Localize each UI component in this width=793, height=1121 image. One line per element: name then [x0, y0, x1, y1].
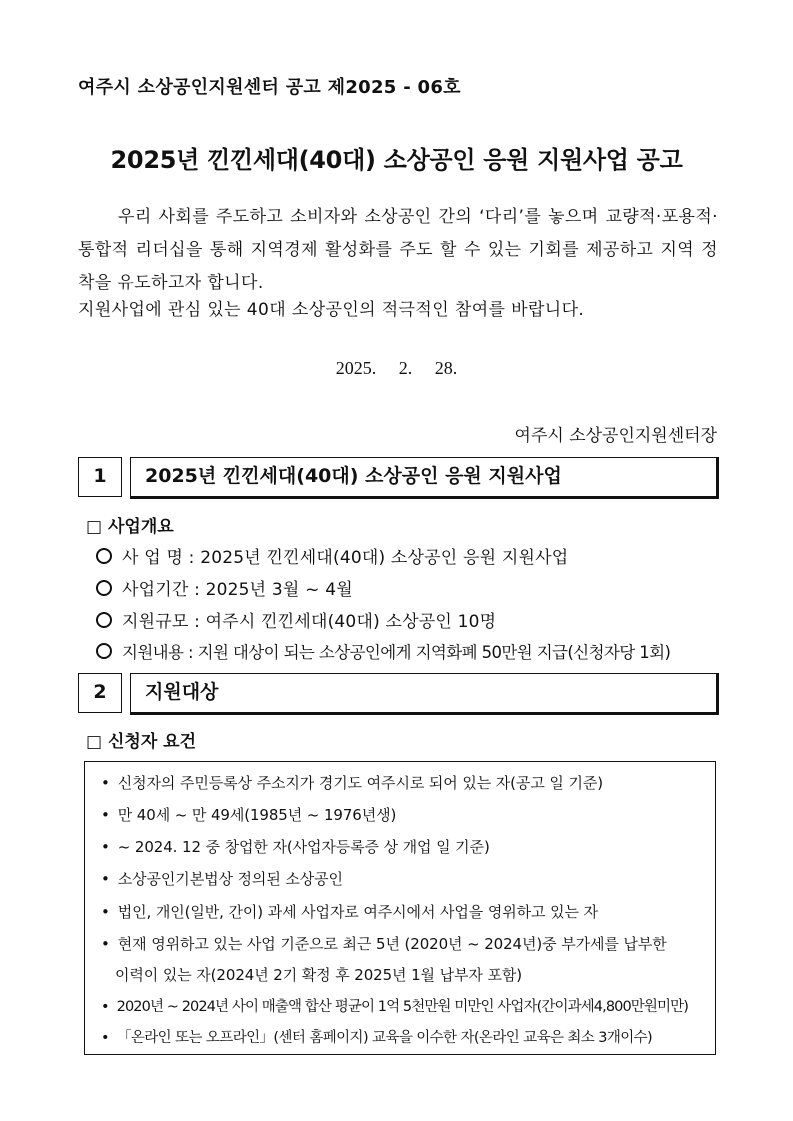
circle-bullet-icon	[96, 548, 112, 564]
intro-paragraph-2: 지원사업에 관심 있는 40대 소상공인의 적극적인 참여를 바랍니다.	[78, 300, 585, 320]
page-title: 2025년 낀낀세대(40대) 소상공인 응원 지원사업 공고	[110, 146, 683, 174]
requirement-item	[101, 1026, 652, 1047]
section-1-subheading: □ 사업개요	[86, 517, 174, 537]
overview-item	[96, 575, 353, 600]
section-2-heading: 지원대상	[130, 673, 719, 715]
requirement-item	[101, 933, 667, 954]
section-1-number: 1	[78, 457, 122, 497]
overview-item	[96, 639, 670, 663]
overview-item-text: 사업기간 : 2025년 3월 ~ 4월	[122, 580, 353, 600]
requirement-item	[101, 772, 603, 793]
requirement-text: 「온라인 또는 오프라인」(센터 홈페이지) 교육을 이수한 자(온라인 교육은 최소 3개이수)	[116, 1030, 653, 1046]
requirements-box	[84, 761, 716, 1055]
section-1-heading: 2025년 낀낀세대(40대) 소상공인 응원 지원사업	[130, 457, 719, 499]
overview-item	[96, 607, 496, 632]
requirement-item	[101, 901, 598, 922]
bullet-icon: •	[101, 903, 110, 921]
overview-item-text: 사 업 명 : 2025년 낀낀세대(40대) 소상공인 응원 지원사업	[122, 548, 569, 568]
circle-bullet-icon	[96, 580, 112, 596]
requirement-text: 신청자의 주민등록상 주소지가 경기도 여주시로 되어 있는 자(공고 일 기준)	[117, 774, 603, 792]
overview-item	[96, 543, 568, 568]
bullet-icon: •	[101, 806, 110, 824]
intro-paragraph: 우리 사회를 주도하고 소비자와 소상공인 간의 ‘다리’를 놓으며 교량적·포용적·통합적 리더십을 통해 지역경제 활성화를 주도 할 수 있는 기회를 제공하고 지역 정착을 유도하고자 합니다.	[78, 207, 718, 293]
requirement-item	[101, 995, 688, 1016]
issuer: 여주시 소상공인지원센터장	[514, 426, 717, 446]
notice-number: 여주시 소상공인지원센터 공고 제2025 - 06호	[78, 77, 461, 98]
requirement-text: 현재 영위하고 있는 사업 기준으로 최근 5년 (2020년 ~ 2024년)중 부가세를 납부한	[117, 935, 667, 953]
overview-item-text: 지원규모 : 여주시 낀낀세대(40대) 소상공인 10명	[122, 612, 497, 632]
requirement-item	[101, 868, 343, 889]
bullet-icon: •	[101, 838, 110, 856]
section-2-number: 2	[78, 673, 122, 713]
bullet-icon: •	[101, 999, 109, 1015]
bullet-icon: •	[101, 870, 110, 888]
requirement-text: 2020년 ~ 2024년 사이 매출액 합산 평균이 1억 5천만원 미만인 사업자(간이과세4,800만원미만)	[116, 999, 688, 1015]
bullet-icon: •	[101, 1030, 109, 1046]
circle-bullet-icon	[96, 612, 112, 628]
bullet-icon: •	[101, 774, 110, 792]
requirement-continuation: 이력이 있는 자(2024년 2기 확정 후 2025년 1월 납부자 포함)	[115, 966, 522, 984]
requirement-text: ~ 2024. 12 중 창업한 자(사업자등록증 상 개업 일 기준)	[117, 838, 490, 856]
bullet-icon: •	[101, 935, 110, 953]
section-2-subheading: □ 신청자 요건	[86, 732, 197, 752]
requirement-text: 소상공인기본법상 정의된 소상공인	[117, 870, 343, 888]
notice-date: 2025. 2. 28.	[335, 358, 458, 378]
overview-item-text: 지원내용 : 지원 대상이 되는 소상공인에게 지역화폐 50만원 지급(신청자당 1회)	[122, 643, 671, 662]
circle-bullet-icon	[96, 643, 112, 659]
requirement-text: 만 40세 ~ 만 49세(1985년 ~ 1976년생)	[117, 806, 397, 824]
requirement-item	[101, 836, 490, 857]
requirement-text: 법인, 개인(일반, 간이) 과세 사업자로 여주시에서 사업을 영위하고 있는 자	[117, 903, 598, 921]
requirement-item	[101, 804, 396, 825]
